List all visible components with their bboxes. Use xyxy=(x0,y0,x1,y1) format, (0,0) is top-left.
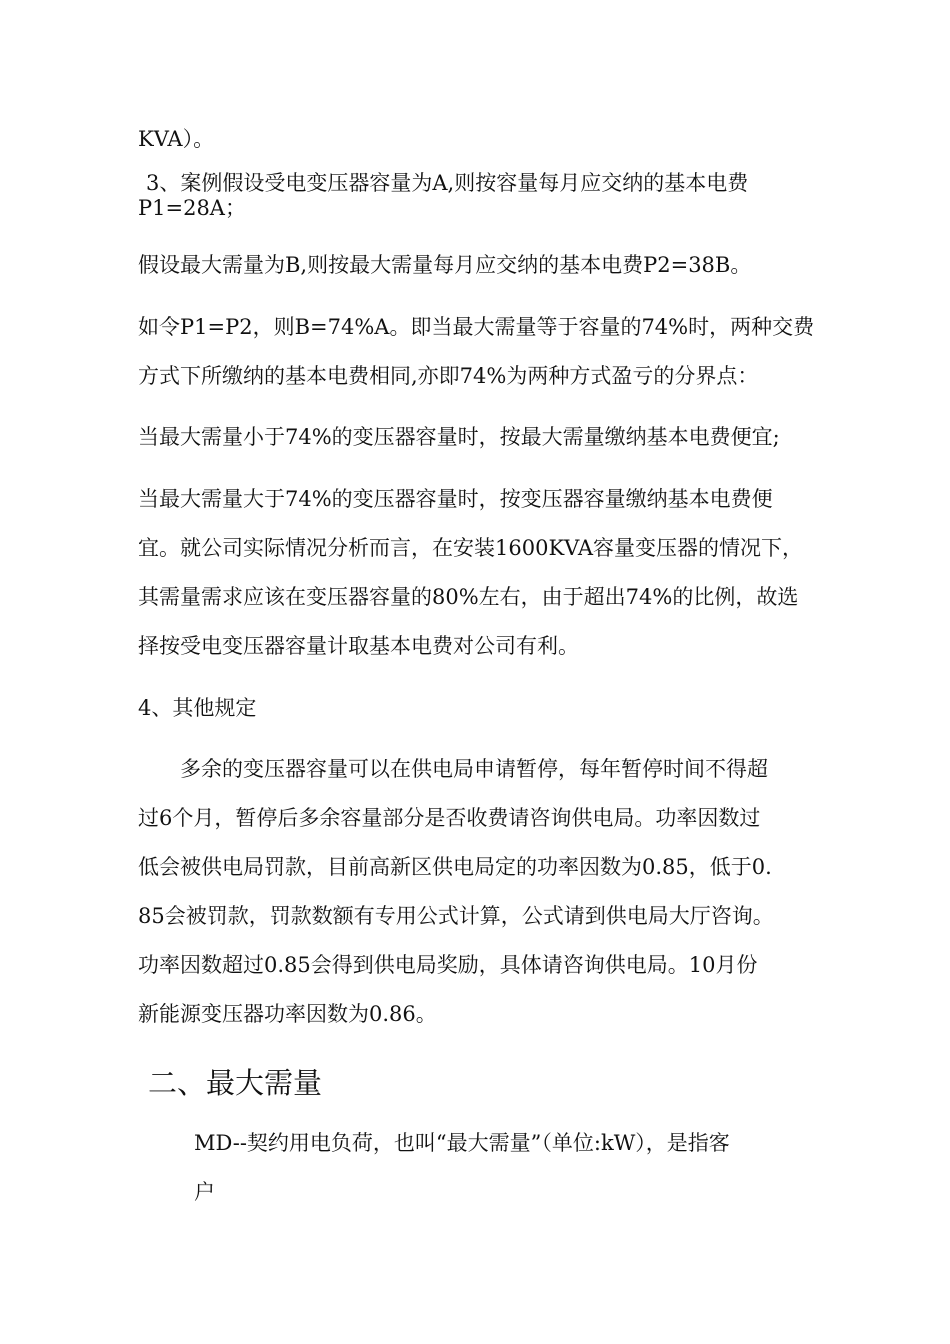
paragraph-line: 宜。就公司实际情况分析而言，在安装1600KVA容量变压器的情况下， xyxy=(138,536,804,560)
paragraph-line: 假设最大需量为B,则按最大需量每月应交纳的基本电费P2=38B。 xyxy=(138,253,752,277)
paragraph-line: 85会被罚款，罚款数额有专用公式计算，公式请到供电局大厅咨询。 xyxy=(138,904,774,928)
paragraph-line: 过6个月，暂停后多余容量部分是否收费请咨询供电局。功率因数过 xyxy=(138,806,761,830)
section-label: 4、其他规定 xyxy=(138,696,257,720)
paragraph-line: 如令P1=P2，则B=74%A。即当最大需量等于容量的74%时，两种交费 xyxy=(138,315,815,339)
paragraph-line: 户 xyxy=(194,1180,215,1204)
paragraph-line: 功率因数超过0.85会得到供电局奖励，具体请咨询供电局。10月份 xyxy=(138,953,758,977)
paragraph-line: 多余的变压器容量可以在供电局申请暂停，每年暂停时间不得超 xyxy=(180,757,768,781)
paragraph-line: 新能源变压器功率因数为0.86。 xyxy=(138,1002,437,1026)
section-heading: 二、最大需量 xyxy=(148,1066,323,1100)
paragraph-line: 当最大需量小于74%的变压器容量时，按最大需量缴纳基本电费便宜; xyxy=(138,425,780,449)
paragraph-line: 其需量需求应该在变压器容量的80%左右，由于超出74%的比例，故选 xyxy=(138,585,799,609)
paragraph-line: P1=28A； xyxy=(138,196,246,220)
paragraph-line: MD--契约用电负荷，也叫“最大需量”（单位:kW），是指客 xyxy=(194,1131,730,1155)
paragraph-line: 当最大需量大于74%的变压器容量时，按变压器容量缴纳基本电费便 xyxy=(138,487,773,511)
paragraph-line: KVA）。 xyxy=(138,127,215,151)
paragraph-line: 3、案例假设受电变压器容量为A,则按容量每月应交纳的基本电费 xyxy=(146,171,749,195)
paragraph-line: 低会被供电局罚款，目前高新区供电局定的功率因数为0.85，低于0. xyxy=(138,855,772,879)
paragraph-line: 方式下所缴纳的基本电费相同,亦即74%为两种方式盈亏的分界点： xyxy=(138,364,759,388)
paragraph-line: 择按受电变压器容量计取基本电费对公司有利。 xyxy=(138,634,579,658)
